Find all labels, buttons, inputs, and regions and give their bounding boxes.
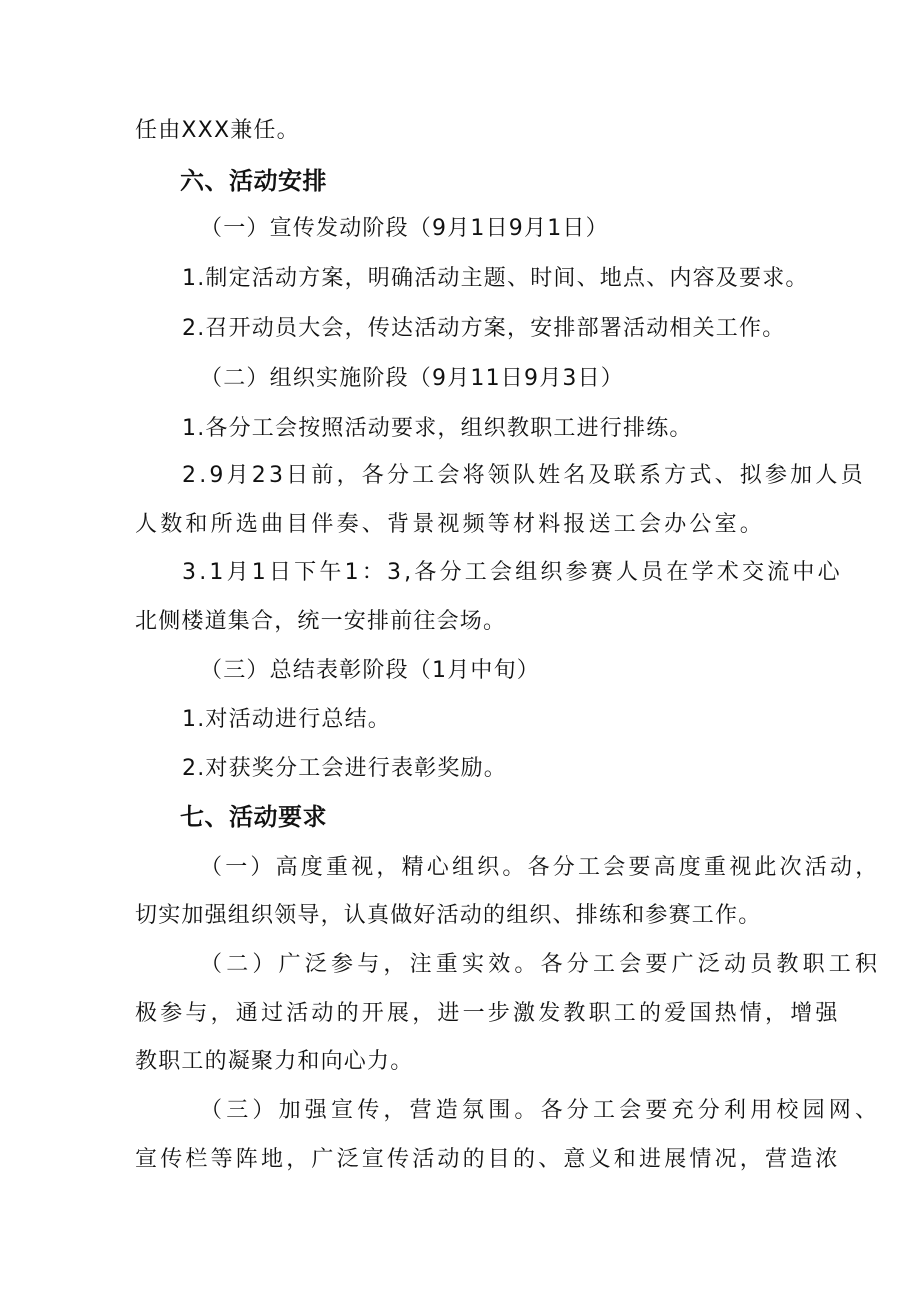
paragraph-line: 极参与，通过活动的开展，进一步激发教职工的爱国热情，增强 [135, 1001, 841, 1026]
list-item: 3.1月1日下午1：3,各分工会组织参赛人员在学术交流中心 [182, 560, 843, 585]
paragraph-line: （二）广泛参与，注重实效。各分工会要广泛动员教职工积 [200, 952, 882, 977]
paragraph-line: 人数和所选曲目伴奏、背景视频等材料报送工会办公室。 [135, 512, 766, 537]
section-heading-seven: 七、活动要求 [180, 803, 327, 831]
list-item: 2.召开动员大会，传达活动方案，安排部署活动相关工作。 [182, 316, 786, 341]
section-heading-six: 六、活动安排 [180, 167, 327, 195]
paragraph-line: （三）加强宣传，营造氛围。各分工会要充分利用校园网、 [200, 1098, 882, 1123]
paragraph-line: 北侧楼道集合，统一安排前往会场。 [135, 609, 507, 634]
paragraph-line: （一）高度重视，精心组织。各分工会要高度重视此次活动， [200, 855, 881, 880]
subsection-heading: （一）宣传发动阶段（9月1日9月1日） [200, 216, 609, 241]
list-item: 1.制定活动方案，明确活动主题、时间、地点、内容及要求。 [182, 266, 809, 291]
paragraph-line-continued: 任由XXX兼任。 [135, 118, 300, 143]
paragraph-line: 切实加强组织领导，认真做好活动的组织、排练和参赛工作。 [135, 903, 762, 928]
paragraph-line: 宣传栏等阵地，广泛宣传活动的目的、意义和进展情况，营造浓 [135, 1147, 841, 1172]
list-item: 1.各分工会按照活动要求，组织教职工进行排练。 [182, 416, 693, 441]
list-item: 2.对获奖分工会进行表彰奖励。 [182, 756, 507, 781]
list-item: 2.9月23日前，各分工会将领队姓名及联系方式、拟参加人员 [182, 463, 866, 488]
paragraph-line: 教职工的凝聚力和向心力。 [135, 1049, 414, 1074]
subsection-heading: （二）组织实施阶段（9月11日9月3日） [200, 366, 624, 391]
list-item: 1.对活动进行总结。 [182, 707, 391, 732]
subsection-heading: （三）总结表彰阶段（1月中旬） [200, 658, 540, 683]
